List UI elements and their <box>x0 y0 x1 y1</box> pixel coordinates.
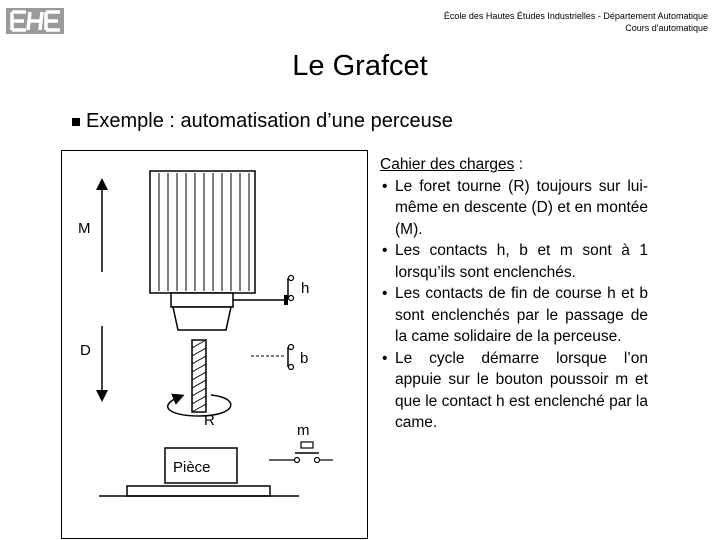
label-contact-b: b <box>300 350 309 367</box>
cahier-heading-colon: : <box>514 156 524 173</box>
requirements-list <box>380 176 648 434</box>
cahier-heading: Cahier des charges <box>380 156 515 173</box>
label-m-montee: M <box>78 220 91 237</box>
drill-diagram-svg <box>61 150 368 540</box>
label-rotation-r: R <box>204 412 215 429</box>
slide-title: Le Grafcet <box>292 50 428 82</box>
list-item: • Le cycle démarre lorsque l’on appuie sur le bouton poussoir m et que le contact h est enclenché par la came. <box>380 348 648 434</box>
list-item: • Les contacts h, b et m sont à 1 lorsqu’ils sont enclenchés. <box>380 240 648 283</box>
list-item: • Le foret tourne (R) toujours sur lui-même en descente (D) et en montée (M). <box>380 176 648 241</box>
bullet-text: Exemple : automatisation d’une perceuse <box>86 110 453 132</box>
drill-chuck <box>173 307 231 330</box>
push-button-m <box>269 442 333 463</box>
label-d-descente: D <box>80 342 91 359</box>
label-piece: Pièce <box>173 459 211 476</box>
drill-diagram <box>61 150 368 540</box>
ehei-logo-icon <box>6 6 66 36</box>
workbench <box>127 486 270 496</box>
list-item: • Les contacts de fin de course h et b sont enclenchés par le passage de la came solidaire de la perceuse. <box>380 283 648 348</box>
cahier-des-charges <box>380 154 648 434</box>
label-contact-h: h <box>301 280 310 297</box>
drill-bit <box>192 340 206 412</box>
motor-neck <box>171 293 233 307</box>
label-button-m: m <box>297 422 310 439</box>
contact-h <box>288 276 294 301</box>
contact-b <box>251 345 294 370</box>
square-bullet-icon <box>72 118 80 126</box>
motor-body <box>150 171 255 293</box>
course-name: Cours d'automatique <box>625 23 708 33</box>
bullet-item <box>72 108 453 134</box>
institution-name: École des Hautes Études Industrielles - Département Automatique <box>443 11 708 21</box>
institution-header <box>444 10 708 34</box>
